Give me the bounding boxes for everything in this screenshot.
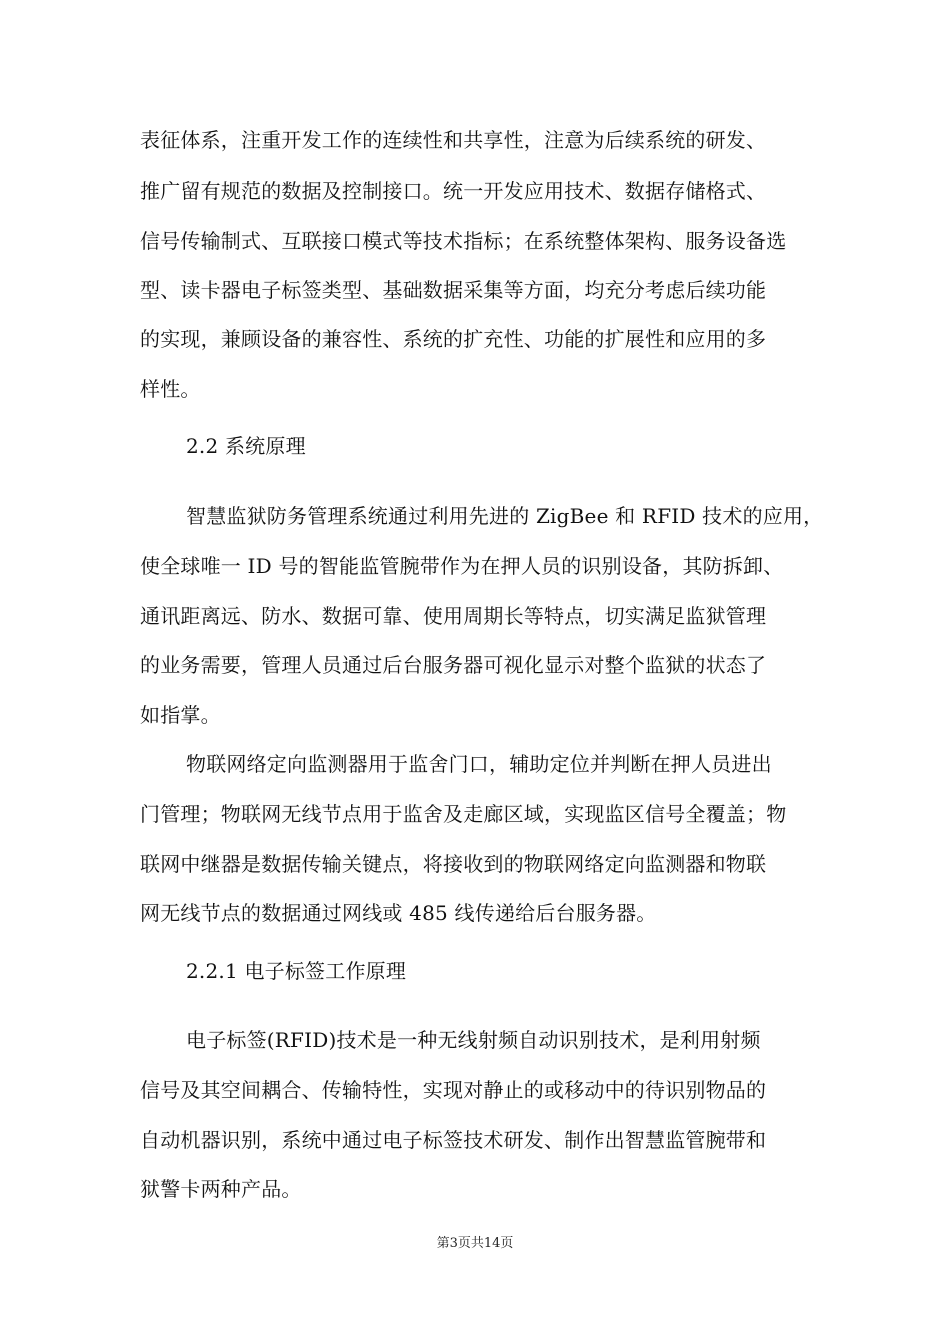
paragraph-line: 推广留有规范的数据及控制接口。统一开发应用技术、数据存储格式、 — [140, 179, 767, 203]
paragraph-line: 狱警卡两种产品。 — [140, 1177, 302, 1201]
section-heading-2-2-1: 2.2.1 电子标签工作原理 — [186, 959, 407, 983]
paragraph-line: 的业务需要，管理人员通过后台服务器可视化显示对整个监狱的状态了 — [140, 653, 767, 677]
paragraph-line: 通讯距离远、防水、数据可靠、使用周期长等特点，切实满足监狱管理 — [140, 604, 767, 628]
paragraph-line: 网无线节点的数据通过网线或 485 线传递给后台服务器。 — [140, 901, 657, 925]
paragraph-line: 智慧监狱防务管理系统通过利用先进的 ZigBee 和 RFID 技术的应用， — [186, 504, 824, 528]
paragraph-line: 信号及其空间耦合、传输特性，实现对静止的或移动中的待识别物品的 — [140, 1078, 767, 1102]
paragraph-line: 的实现，兼顾设备的兼容性、系统的扩充性、功能的扩展性和应用的多 — [140, 327, 767, 351]
page-number-footer: 第3页共14页 — [436, 1236, 514, 1251]
paragraph-line: 自动机器识别，系统中通过电子标签技术研发、制作出智慧监管腕带和 — [140, 1128, 767, 1152]
paragraph-line: 电子标签(RFID)技术是一种无线射频自动识别技术，是利用射频 — [186, 1028, 761, 1052]
paragraph-line: 联网中继器是数据传输关键点，将接收到的物联网络定向监测器和物联 — [140, 852, 767, 876]
paragraph-line: 使全球唯一 ID 号的智能监管腕带作为在押人员的识别设备，其防拆卸、 — [140, 554, 784, 578]
paragraph-line: 信号传输制式、互联接口模式等技术指标；在系统整体架构、服务设备选 — [140, 229, 787, 253]
section-heading-2-2: 2.2 系统原理 — [186, 434, 306, 458]
paragraph-line: 物联网络定向监测器用于监舍门口，辅助定位并判断在押人员进出 — [186, 752, 772, 776]
paragraph-line: 型、读卡器电子标签类型、基础数据采集等方面，均充分考虑后续功能 — [140, 278, 767, 302]
paragraph-line: 样性。 — [140, 377, 201, 401]
paragraph-line: 门管理；物联网无线节点用于监舍及走廊区域，实现监区信号全覆盖；物 — [140, 802, 787, 826]
paragraph-line: 如指掌。 — [140, 703, 221, 727]
paragraph-line: 表征体系，注重开发工作的连续性和共享性，注意为后续系统的研发、 — [140, 128, 767, 152]
